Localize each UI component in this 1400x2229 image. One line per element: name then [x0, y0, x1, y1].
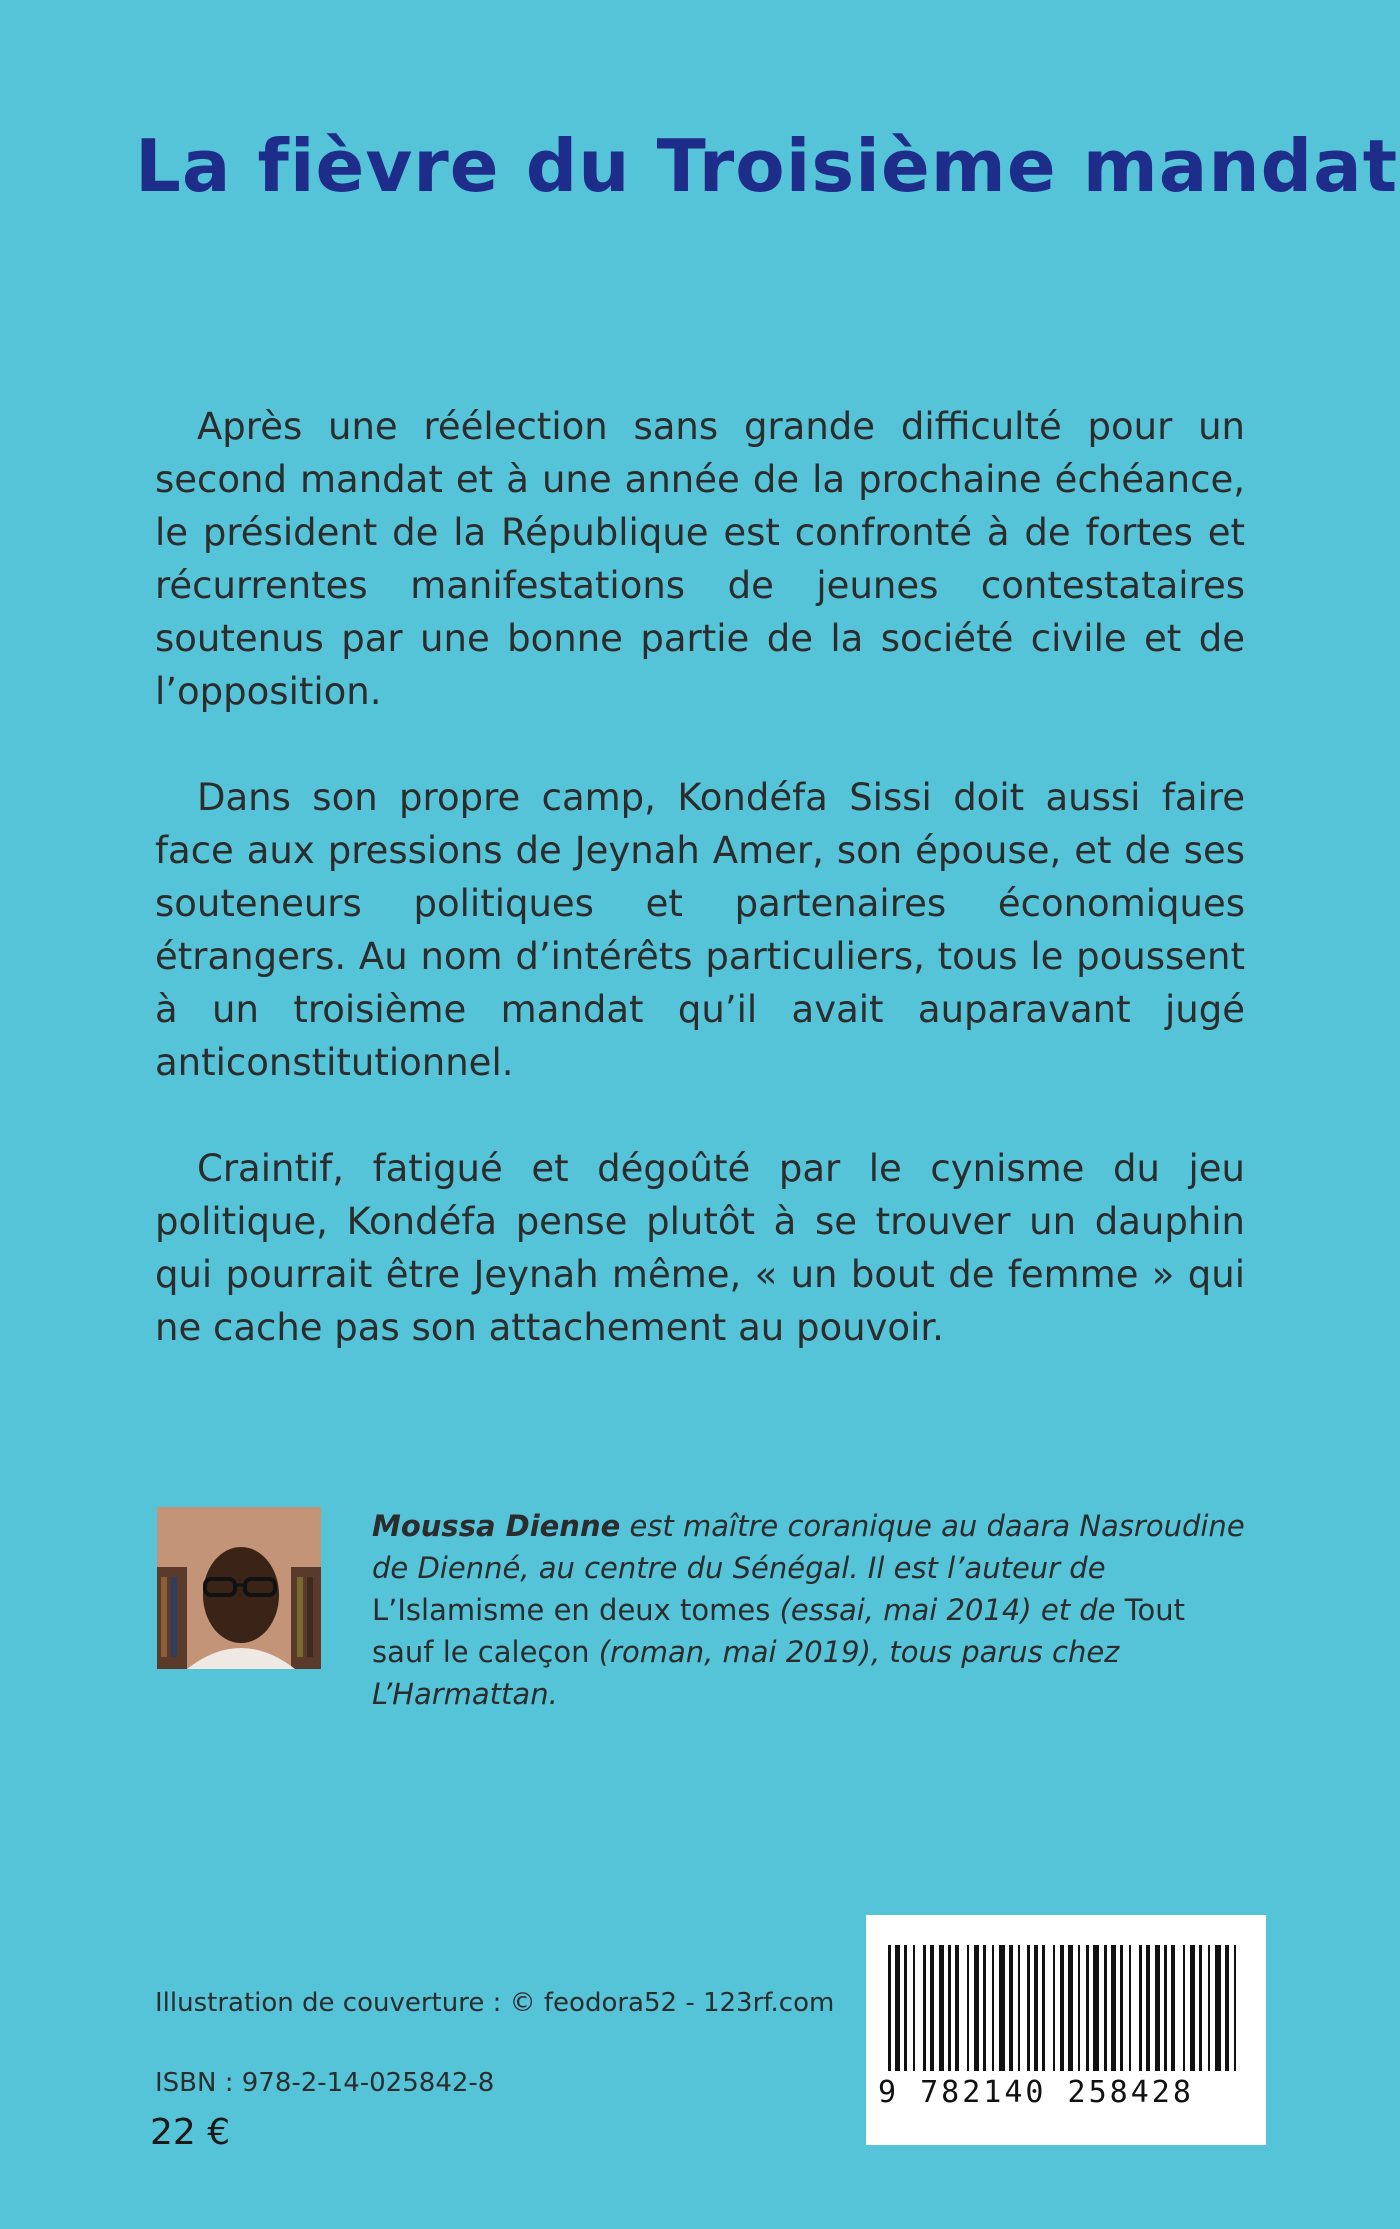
barcode-bar: [1111, 1945, 1116, 2071]
barcode-bar: [1034, 1945, 1038, 2071]
author-bio-text-3: (roman, mai 2019), tous parus chez L’Harmattan.: [372, 1635, 1120, 1711]
barcode-bar: [1139, 1945, 1142, 2071]
synopsis: [155, 400, 1245, 1407]
author-photo: [157, 1507, 321, 1669]
barcode-bar: [1183, 1945, 1185, 2071]
barcode-bar: [1120, 1945, 1123, 2071]
barcode-digits: 9 782140 258428: [878, 2075, 1194, 2110]
author-bio: [372, 1505, 1252, 1715]
barcode-bar: [1199, 1945, 1202, 2071]
barcode-bar: [1053, 1945, 1055, 2071]
barcode: [866, 1915, 1266, 2145]
barcode-bar: [1042, 1945, 1045, 2071]
barcode-bar: [1060, 1945, 1064, 2071]
barcode-bar: [1086, 1945, 1089, 2071]
barcode-bar: [939, 1945, 944, 2071]
barcode-bar: [1027, 1945, 1030, 2071]
barcode-bar: [1215, 1945, 1221, 2071]
author-bio-text-1: est maître coranique au daara Nasroudine de Dienné, au centre du Sénégal. Il est l’auteur de: [372, 1509, 1245, 1585]
barcode-bar: [1009, 1945, 1013, 2071]
author-name: Moussa Dienne: [372, 1509, 621, 1543]
barcode-bar: [1146, 1945, 1150, 2071]
barcode-bar: [1078, 1945, 1080, 2071]
author-bio-text-2: (essai, mai 2014) et de: [770, 1593, 1125, 1627]
barcode-bars: [886, 1945, 1246, 2071]
barcode-bar: [930, 1945, 934, 2071]
barcode-bar: [955, 1945, 959, 2071]
barcode-bar: [1225, 1945, 1229, 2071]
barcode-bar: [904, 1945, 907, 2071]
synopsis-paragraph-1: Après une réélection sans grande difficulté pour un second mandat et à une année de la prochaine échéance, le président de la République est confronté à de fortes et récurrentes manifestations de jeunes contestataires soutenus par une bonne partie de la société civile et de l’opposition.: [155, 405, 1245, 713]
barcode-bar: [967, 1945, 969, 2071]
synopsis-paragraph-2: Dans son propre camp, Kondéfa Sissi doit aussi faire face aux pressions de Jeynah Amer, son épouse, et de ses souteneurs politiques et partenaires économiques étrangers. Au nom d’intérêts particuliers, tous le poussent à un troisième mandat qu’il avait auparavant jugé anticonstitutionnel.: [155, 776, 1245, 1084]
barcode-bar: [1018, 1945, 1020, 2071]
barcode-bar: [1171, 1945, 1175, 2071]
barcode-bar: [1104, 1945, 1107, 2071]
barcode-bar: [888, 1945, 891, 2071]
author-book-1: L’Islamisme en deux tomes: [372, 1593, 771, 1627]
barcode-bar: [1234, 1945, 1236, 2071]
barcode-bar: [1208, 1945, 1210, 2071]
author-book-2: Tout sauf le caleçon: [372, 1593, 1186, 1669]
barcode-bar: [992, 1945, 994, 2071]
barcode-bar: [913, 1945, 915, 2071]
barcode-bar: [1129, 1945, 1131, 2071]
barcode-bar: [1093, 1945, 1099, 2071]
barcode-bar: [1164, 1945, 1167, 2071]
barcode-bar: [923, 1945, 926, 2071]
book-title: La fièvre du Troisième mandat: [135, 124, 1399, 208]
barcode-bar: [1190, 1945, 1195, 2071]
price: 22 €: [150, 2112, 231, 2153]
isbn: ISBN : 978-2-14-025842-8: [155, 2068, 495, 2098]
synopsis-paragraph-3: Craintif, fatigué et dégoûté par le cynisme du jeu politique, Kondéfa pense plutôt à se trouver un dauphin qui pourrait être Jeynah même, « un bout de femme » qui ne cache pas son attachement au pouvoir.: [155, 1147, 1245, 1349]
barcode-bar: [895, 1945, 900, 2071]
barcode-bar: [948, 1945, 951, 2071]
barcode-bar: [1068, 1945, 1073, 2071]
barcode-bar: [1155, 1945, 1160, 2071]
barcode-bar: [983, 1945, 986, 2071]
illustration-credit: Illustration de couverture : © feodora52 - 123rf.com: [155, 1988, 835, 2018]
barcode-bar: [974, 1945, 979, 2071]
barcode-bar: [999, 1945, 1005, 2071]
